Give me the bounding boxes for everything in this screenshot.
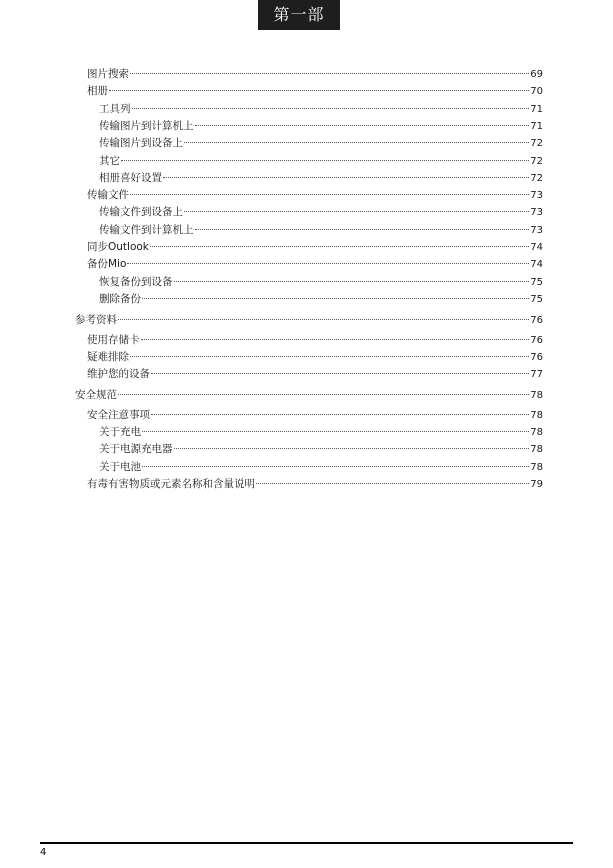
toc-entry-title: 传输图片到设备上	[99, 137, 183, 150]
toc-entry[interactable]	[75, 312, 543, 328]
toc-entry[interactable]	[87, 407, 543, 423]
toc-entry-page: 76	[530, 334, 543, 346]
toc-dot-leader	[130, 194, 529, 195]
toc-entry[interactable]	[99, 101, 543, 117]
toc-entry-title: 恢复备份到设备	[99, 275, 173, 288]
toc-entry-page: 73	[530, 190, 543, 202]
toc-entry-title: 传输图片到计算机上	[99, 119, 194, 132]
toc-entry-page: 77	[530, 369, 543, 381]
toc-entry-title: 有毒有害物质或元素名称和含量说明	[87, 477, 255, 490]
toc-entry-page: 72	[530, 155, 543, 167]
toc-dot-leader	[130, 73, 529, 74]
toc-entry-title: 维护您的设备	[87, 368, 150, 381]
toc-entry[interactable]	[87, 476, 543, 492]
toc-entry[interactable]	[99, 459, 543, 475]
toc-entry[interactable]	[87, 332, 543, 348]
toc-dot-leader	[121, 160, 529, 161]
toc-entry[interactable]	[87, 83, 543, 99]
toc-entry-page: 71	[530, 103, 543, 115]
toc-dot-leader	[184, 211, 529, 212]
toc-entry-title: 疑难排除	[87, 350, 129, 363]
toc-entry[interactable]	[99, 170, 543, 186]
toc-entry-page: 72	[530, 138, 543, 150]
toc-entry-title: 传输文件到设备上	[99, 206, 183, 219]
toc-entry-title: 传输文件到计算机上	[99, 223, 194, 236]
toc-dot-leader	[142, 431, 529, 432]
toc-entry-page: 74	[530, 242, 543, 253]
toc-entry[interactable]	[99, 222, 543, 238]
toc-dot-leader	[256, 483, 529, 484]
toc-entry[interactable]	[87, 256, 543, 272]
toc-entry[interactable]	[87, 187, 543, 203]
toc-dot-leader	[127, 263, 529, 264]
toc-entry-page: 79	[530, 478, 543, 490]
toc-entry-title: 传输文件	[87, 189, 129, 202]
toc-entry[interactable]	[75, 387, 543, 403]
toc-entry-page: 76	[530, 351, 543, 363]
toc-dot-leader	[142, 298, 529, 299]
toc-entry-page: 70	[530, 86, 543, 98]
toc-dot-leader	[132, 108, 530, 109]
toc-entry[interactable]	[99, 274, 543, 290]
toc-entry[interactable]	[87, 66, 543, 82]
toc-entry[interactable]	[99, 291, 543, 307]
toc-entry-page: 73	[530, 207, 543, 219]
toc-entry[interactable]	[99, 118, 543, 134]
toc-dot-leader	[150, 246, 529, 247]
section-header-tab: 第一部	[258, 0, 340, 30]
toc-entry-title: 同步Outlook	[87, 241, 149, 253]
toc-entry-page: 69	[530, 69, 543, 80]
toc-dot-leader	[184, 142, 529, 143]
toc-dot-leader	[130, 356, 529, 357]
toc-entry-title: 备份Mio	[87, 258, 127, 271]
toc-entry-title: 安全注意事项	[87, 408, 150, 421]
toc-dot-leader	[174, 448, 530, 449]
toc-entry[interactable]	[99, 204, 543, 220]
toc-entry-page: 75	[530, 293, 543, 305]
toc-entry-title: 删除备份	[99, 292, 141, 305]
toc-dot-leader	[118, 394, 529, 395]
toc-dot-leader	[109, 90, 529, 91]
toc-entry-title: 工具列	[99, 102, 131, 115]
toc-entry-page: 78	[530, 461, 543, 473]
toc-dot-leader	[118, 319, 529, 320]
toc-entry-title: 关于电源充电器	[99, 443, 173, 456]
toc-entry-page: 76	[530, 315, 543, 327]
toc-dot-leader	[195, 125, 530, 126]
toc-dot-leader	[195, 229, 530, 230]
toc-entry[interactable]	[99, 135, 543, 151]
toc-entry-title: 参考资料	[75, 314, 117, 327]
toc-dot-leader	[142, 466, 529, 467]
toc-entry-title: 关于电池	[99, 460, 141, 473]
toc-dot-leader	[174, 281, 530, 282]
page-number: 4	[40, 847, 47, 858]
toc-entry-page: 73	[530, 224, 543, 236]
footer-divider	[40, 842, 573, 844]
toc-entry-page: 78	[530, 444, 543, 456]
toc-entry[interactable]	[99, 153, 543, 169]
toc-entry-title: 关于充电	[99, 426, 141, 438]
toc-entry[interactable]	[99, 441, 543, 457]
toc-entry[interactable]	[87, 239, 543, 255]
toc-dot-leader	[141, 339, 530, 340]
toc-entry-page: 71	[530, 120, 543, 132]
toc-entry[interactable]	[87, 349, 543, 365]
toc-entry[interactable]	[99, 424, 543, 440]
toc-dot-leader	[151, 373, 529, 374]
toc-entry-page: 72	[530, 172, 543, 184]
toc-entry-page: 78	[530, 409, 543, 421]
toc-entry-title: 相册	[87, 85, 108, 98]
toc-entry-title: 使用存储卡	[87, 333, 140, 346]
toc-entry-page: 74	[530, 259, 543, 271]
toc-entry-title: 相册喜好设置	[99, 171, 162, 184]
toc-dot-leader	[151, 414, 529, 415]
toc-entry[interactable]	[87, 366, 543, 382]
toc-entry-page: 78	[530, 427, 543, 438]
toc-entry-page: 75	[530, 276, 543, 288]
toc-entry-title: 其它	[99, 154, 120, 167]
toc-entry-page: 78	[530, 390, 543, 402]
toc-entry-title: 图片搜索	[87, 68, 129, 80]
toc-entry-title: 安全规范	[75, 389, 117, 402]
toc-dot-leader	[163, 177, 529, 178]
